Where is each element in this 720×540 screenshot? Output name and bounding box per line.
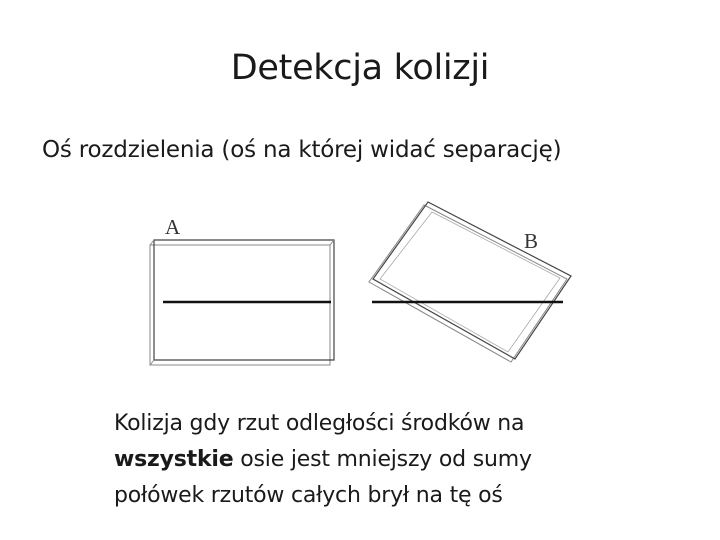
body-line-2 [114, 442, 674, 478]
body-line-1: Kolizja gdy rzut odległości środków na [114, 411, 525, 436]
box-b [369, 202, 571, 362]
label-b: B [524, 229, 539, 253]
slide-subtitle: Oś rozdzielenia (oś na której widać separację) [42, 137, 562, 163]
body-text [114, 406, 674, 514]
label-a: A [165, 215, 181, 239]
body-line-2-bold: wszystkie [114, 447, 234, 472]
body-line-3: połówek rzutów całych brył na tę oś [114, 483, 503, 508]
slide-title: Detekcja kolizji [230, 48, 490, 88]
body-line-2-rest: osie jest mniejszy od sumy [233, 447, 532, 472]
